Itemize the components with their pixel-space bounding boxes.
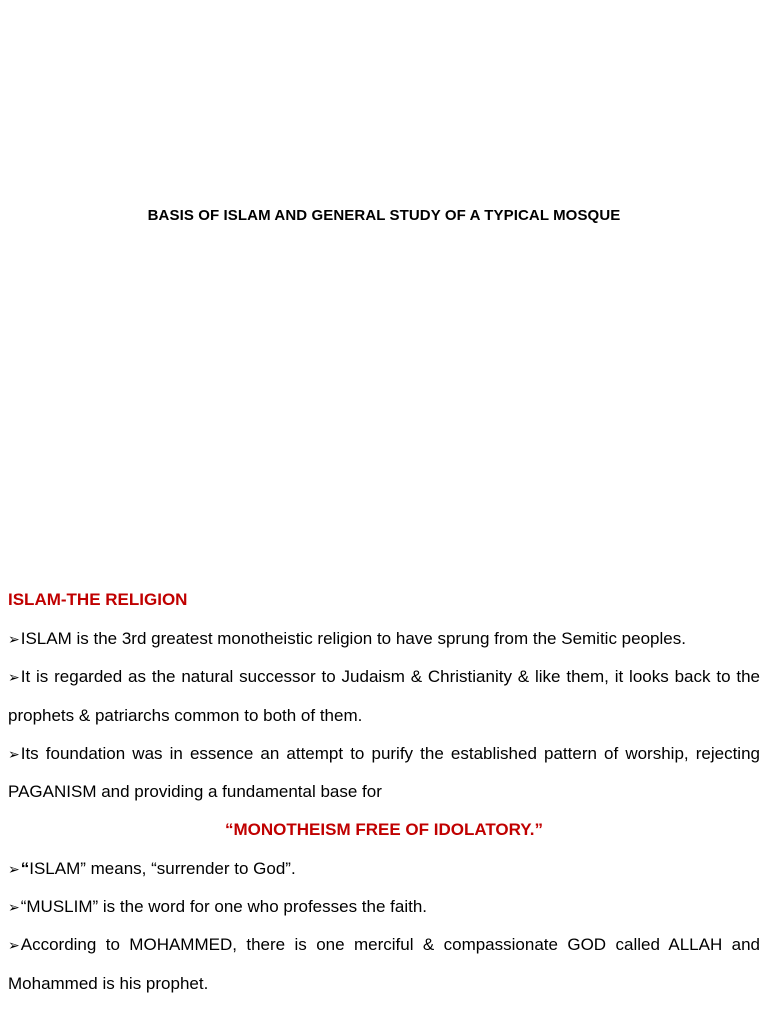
- bullet-item: [8, 658, 760, 735]
- bullet-item: [8, 735, 760, 812]
- bullet-lead-quote: “: [20, 858, 30, 878]
- arrow-bullet-icon: ➢: [8, 899, 20, 916]
- arrow-bullet-icon: ➢: [8, 860, 20, 877]
- section-heading: ISLAM-THE RELIGION: [8, 590, 188, 609]
- content-slide: [0, 580, 768, 1024]
- bullet-text: ISLAM” means, “surrender to God”.: [29, 858, 296, 878]
- bullet-item: [8, 926, 760, 1003]
- document-title: BASIS OF ISLAM AND GENERAL STUDY OF A TYPICAL MOSQUE: [147, 207, 621, 224]
- bullet-item: [8, 620, 760, 658]
- arrow-bullet-icon: ➢: [8, 745, 20, 762]
- bullet-text: “MUSLIM” is the word for one who professes the faith.: [20, 897, 428, 917]
- bullet-text: ISLAM is the 3rd greatest monotheistic religion to have sprung from the Semitic peoples.: [20, 629, 686, 648]
- bullet-item: [8, 888, 760, 926]
- arrow-bullet-icon: ➢: [8, 631, 20, 647]
- bullet-text: According to MOHAMMED, there is one merciful & compassionate GOD called ALLAH and Mohammed is his prophet.: [8, 935, 760, 993]
- arrow-bullet-icon: ➢: [8, 937, 20, 954]
- bullet-text: It is regarded as the natural successor to Judaism & Christianity & like them, it looks back to the prophets & patriarchs common to both of them.: [8, 667, 760, 725]
- arrow-bullet-icon: ➢: [8, 669, 20, 686]
- bullet-text: Its foundation was in essence an attempt to purify the established pattern of worship, rejecting PAGANISM and providing a fundamental base for: [8, 743, 760, 802]
- body-text: [8, 620, 760, 1003]
- bullet-item: [8, 850, 760, 888]
- highlight-quote: “MONOTHEISM FREE OF IDOLATORY.”: [225, 820, 543, 840]
